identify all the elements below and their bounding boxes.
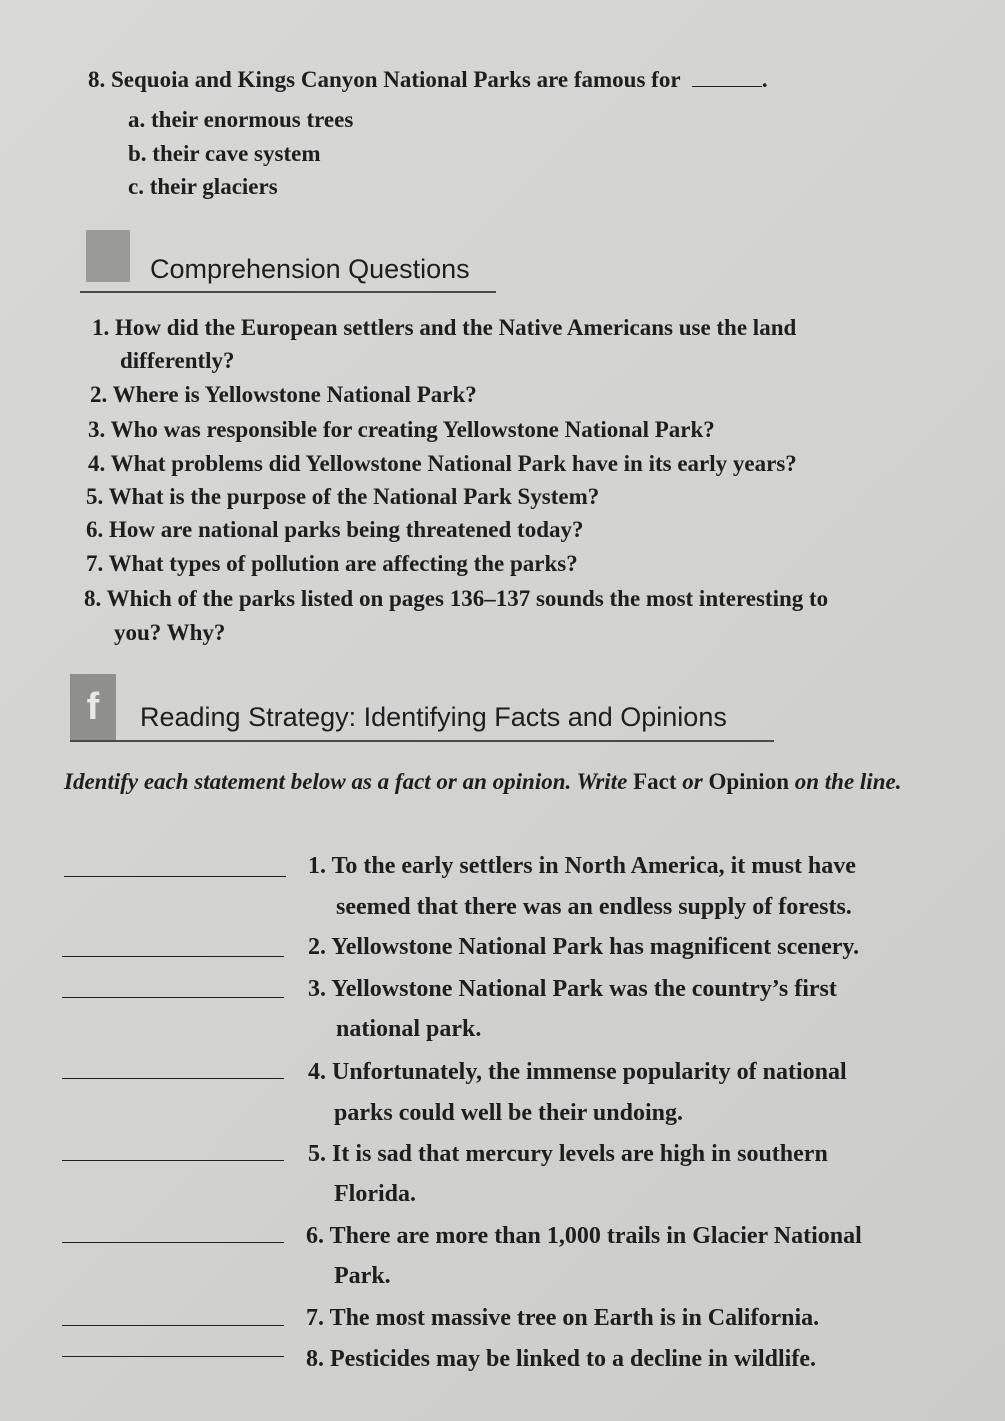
answer-line-7[interactable] <box>62 1325 284 1326</box>
statement-number: 1. <box>308 853 326 879</box>
answer-line-6[interactable] <box>62 1242 284 1243</box>
instructions-opinion: Opinion <box>708 769 789 794</box>
mc-question-text: Sequoia and Kings Canyon National Parks are famous for <box>111 67 681 92</box>
statement-number: 5. <box>308 1141 326 1167</box>
statement-6-cont: Park. <box>334 1263 391 1289</box>
comp-question-6 <box>86 516 584 544</box>
comp-question-5 <box>86 483 599 511</box>
question-number: 4. <box>88 451 106 476</box>
statement-1 <box>308 852 856 880</box>
statement-8 <box>306 1345 816 1373</box>
instructions-text-end: on the line. <box>788 769 902 794</box>
reading-strategy-heading-rule <box>70 740 774 742</box>
answer-line-4[interactable] <box>62 1078 284 1079</box>
comp-question-2 <box>90 381 477 409</box>
instructions-or: or <box>676 769 709 794</box>
statement-number: 8. <box>306 1346 324 1372</box>
question-text: How are national parks being threatened today? <box>109 517 584 542</box>
mc-option-a <box>128 106 353 134</box>
comp-question-8-cont: you? Why? <box>114 620 226 645</box>
mc-option-c <box>128 173 278 201</box>
question-number: 5. <box>86 484 104 509</box>
comp-question-1 <box>92 314 796 342</box>
statement-number: 7. <box>306 1305 324 1331</box>
answer-line-5[interactable] <box>62 1160 284 1161</box>
question-text: What problems did Yellowstone National Park have in its early years? <box>110 451 797 476</box>
mc-option-letter: b. <box>128 141 147 166</box>
comp-question-4 <box>88 450 797 478</box>
section-e-badge-icon <box>86 230 130 282</box>
section-f-badge-icon: f <box>70 674 116 740</box>
mc-option-letter: c. <box>128 174 144 199</box>
question-number: 8. <box>84 586 102 611</box>
question-number: 7. <box>86 551 104 576</box>
statement-text: There are more than 1,000 trails in Glacier National <box>329 1223 862 1249</box>
question-number: 6. <box>86 517 104 542</box>
question-text: Which of the parks listed on pages 136–137 sounds the most interesting to <box>106 586 829 611</box>
comprehension-heading-rule <box>80 291 496 293</box>
statement-4 <box>308 1058 847 1086</box>
statement-number: 4. <box>308 1059 326 1085</box>
comp-question-7 <box>86 550 578 578</box>
mc-option-letter: a. <box>128 107 146 132</box>
statement-text: Yellowstone National Park was the country’s first <box>331 976 837 1002</box>
comprehension-heading: Comprehension Questions <box>150 254 470 284</box>
instructions <box>64 767 944 797</box>
question-text: Where is Yellowstone National Park? <box>112 382 477 407</box>
mc-option-text: their cave system <box>152 141 321 166</box>
statement-text: Unfortunately, the immense popularity of national <box>332 1059 847 1085</box>
mc-question-number: 8. <box>88 67 106 92</box>
comp-question-8 <box>84 585 828 613</box>
question-number: 1. <box>92 315 110 340</box>
reading-strategy-heading: Reading Strategy: Identifying Facts and Opinions <box>140 702 727 732</box>
mc-option-text: their enormous trees <box>151 107 354 132</box>
question-number: 2. <box>90 382 108 407</box>
statement-text: Yellowstone National Park has magnificent scenery. <box>331 934 860 960</box>
question-text: Who was responsible for creating Yellowstone National Park? <box>110 417 715 442</box>
question-text: What is the purpose of the National Park System? <box>108 484 600 509</box>
question-text: What types of pollution are affecting the parks? <box>108 551 578 576</box>
answer-line-8[interactable] <box>62 1356 284 1357</box>
statement-text: It is sad that mercury levels are high in southern <box>332 1141 828 1167</box>
comp-question-3 <box>88 416 715 444</box>
statement-text: Pesticides may be linked to a decline in wildlife. <box>330 1346 816 1372</box>
statement-1-cont: seemed that there was an endless supply of forests. <box>336 894 852 920</box>
instructions-fact: Fact <box>633 769 677 794</box>
statement-text: To the early settlers in North America, it must have <box>331 853 856 879</box>
statement-5-cont: Florida. <box>334 1181 416 1207</box>
mc-option-text: their glaciers <box>149 174 278 199</box>
statement-4-cont: parks could well be their undoing. <box>334 1100 683 1126</box>
statement-7 <box>306 1304 819 1332</box>
mc-question-end: . <box>761 67 768 92</box>
statement-6 <box>306 1222 862 1250</box>
question-text: How did the European settlers and the Native Americans use the land <box>115 315 797 340</box>
mc-option-b <box>128 140 320 168</box>
statement-number: 6. <box>306 1223 324 1249</box>
statement-3 <box>308 975 837 1003</box>
question-number: 3. <box>88 417 106 442</box>
instructions-text: Identify each statement below as a fact or an opinion. Write <box>64 769 634 794</box>
comp-question-1-cont: differently? <box>120 348 235 373</box>
statement-5 <box>308 1140 828 1168</box>
mc-question-stem <box>88 66 768 94</box>
answer-line-2[interactable] <box>62 956 284 957</box>
statement-3-cont: national park. <box>336 1016 482 1042</box>
statement-2 <box>308 933 859 961</box>
mc-answer-blank[interactable] <box>692 68 762 87</box>
statement-number: 3. <box>308 976 326 1002</box>
answer-line-1[interactable] <box>64 876 286 877</box>
statement-number: 2. <box>308 934 326 960</box>
statement-text: The most massive tree on Earth is in California. <box>329 1305 820 1331</box>
answer-line-3[interactable] <box>62 997 284 998</box>
